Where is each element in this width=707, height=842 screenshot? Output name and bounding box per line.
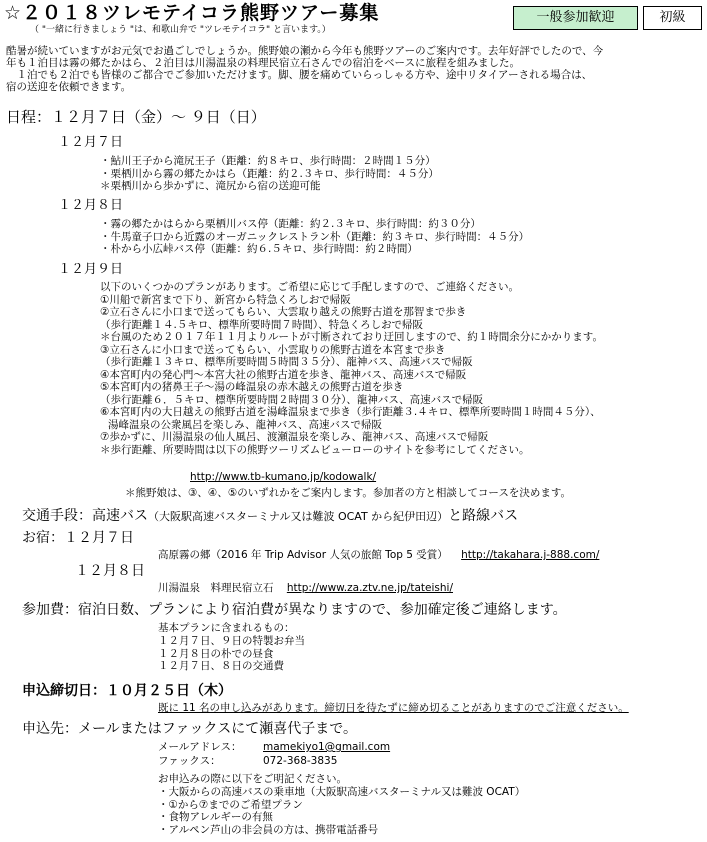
intro-line: １泊でも２泊でも皆様のご都合でご参加いただけます。脚、腰を痛めていらっしゃる方や、途中リタイアーされる場合は、 (6, 69, 593, 81)
list-item: ・大阪からの高速バスの乗車地（大阪駅高速バスターミナル又は難波 OCAT） (158, 786, 526, 798)
lodging-day2 (158, 582, 453, 595)
contact-label: 申込先：メールまたはファックスにて瀬喜代子まで。 (22, 721, 358, 737)
intro-line: 酷暑が続いていますがお元気でお過ごしでしょうか。熊野娘の瀬から今年も熊野ツアーのご案内です。去年好評でしたので、今 (6, 45, 604, 57)
deadline-label: 申込締切日：１０月２５日（木） (22, 683, 232, 699)
list-item: １２月７日、９日の特製お弁当 (158, 635, 305, 647)
lodging-day1-name: 高原霧の郷（2016 年 Trip Advisor 人気の旅館 Top 5 受賞） (158, 549, 448, 561)
intro-line: 年も１泊目は霧の郷たかはら、２泊目は川湯温泉の料理民宿立石さんでの宿泊をベースに旅程を組みました。 (6, 57, 520, 69)
email-row (158, 741, 390, 754)
takahara-link[interactable]: http://takahara.j-888.com/ (461, 549, 600, 561)
notes-heading: お申込みの際に以下をご明記ください。 (158, 773, 347, 785)
list-item: ⑦歩かずに、川湯温泉の仙人風呂、渡瀬温泉を楽しみ、龍神バス、高速バスで帰阪 (100, 431, 489, 443)
list-item: ・①から⑦までのご希望プラン (158, 798, 303, 811)
plan-heading: 基本プランに含まれるもの： (158, 622, 295, 634)
lodging-label: お宿：１２月７日 (22, 530, 134, 546)
email-label: メールアドレス： (158, 741, 242, 753)
fax-number: 072-368-3835 (263, 755, 338, 767)
transport-label: 交通手段：高速バス (22, 508, 148, 524)
list-item: ・食物アレルギーの有無 (158, 811, 273, 823)
plan-items (158, 635, 305, 673)
list-item: ・牛馬童子口から近露のオーガニックレストラン朴（距離：約３キロ、歩行時間：４５分） (100, 230, 530, 243)
kumano-tourism-link[interactable]: http://www.tb-kumano.jp/kodowalk/ (190, 471, 377, 483)
email-link[interactable]: mamekiyo1@gmail.com (263, 741, 391, 753)
fax-row (158, 755, 337, 768)
transport-line (22, 508, 518, 525)
list-item: ＊歩行距離、所要時間は以下の熊野ツーリズムビューローのサイトを参考にしてください。 (100, 443, 530, 456)
day1-date: １２月７日 (58, 135, 124, 150)
list-item: （歩行距離６．５キロ、標準所要時間２時間３０分）、龍神バス、高速バスで帰阪 (100, 393, 484, 406)
schedule-heading: 日程：１２月７日（金）～ ９日（日） (6, 108, 266, 126)
day3-date: １２月９日 (58, 262, 124, 277)
list-item: （歩行距離１３キロ、標準所要時間５時間３５分）、龍神バス、高速バスで帰阪 (100, 356, 473, 368)
list-item: ・朴から小広峠バス停（距離：約６.５キロ、歩行時間：約２時間） (100, 243, 418, 255)
list-item: 湯峰温泉の公衆風呂を楽しみ、龍神バス、高速バスで帰阪 (108, 418, 382, 431)
list-item: ＊台風のため２０１７年１１月よりルートが寸断されており迂回しますので、約１時間余分にかかります。 (100, 331, 603, 343)
transport-suffix: と路線バス (448, 508, 519, 524)
day1-list (100, 155, 439, 193)
list-item: ・鮎川王子から滝尻王子（距離：約８キロ、歩行時間：２時間１５分） (100, 155, 436, 167)
list-item: ②立石さんに小口まで送ってもらい、大雲取り越えの熊野古道を那智まで歩き (100, 306, 467, 318)
list-item: １２月７日、８日の交通費 (158, 660, 284, 672)
list-item: ⑥本宮町内の大日越えの熊野古道を湯峰温泉まで歩き（歩行距離３.４キロ、標準所要時間１時間４５分）、 (100, 406, 601, 418)
list-item: ・栗栖川から霧の郷たかはら（距離：約２.３キロ、歩行時間：４５分） (100, 167, 439, 180)
list-item: ③立石さんに小口まで送ってもらい、小雲取りの熊野古道を本宮まで歩き (100, 343, 446, 356)
day2-list (100, 218, 529, 256)
list-item: ＊栗栖川から歩かずに、滝尻から宿の送迎可能 (100, 180, 321, 192)
list-item: ④本宮町内の発心門～本宮大社の熊野古道を歩き、龍神バス、高速バスで帰阪 (100, 368, 467, 381)
general-welcome-badge: 一般参加歓迎 (513, 6, 638, 30)
transport-detail: （大阪駅高速バスターミナル又は難波 OCAT から紀伊田辺） (148, 510, 449, 523)
tateishi-link[interactable]: http://www.za.ztv.ne.jp/tateishi/ (286, 582, 453, 594)
list-item: ①川船で新宮まで下り、新宮から特急くろしおで帰阪 (100, 293, 351, 306)
list-item: 以下のいくつかのプランがあります。ご希望に応じて手配しますので、ご連絡ください。 (100, 281, 519, 293)
page-title: ☆２０１８ツレモテイコラ熊野ツアー募集 (4, 2, 380, 24)
intro-paragraph (6, 45, 696, 93)
deadline-note: 既に 11 名の申し込みがあります。締切日を待たずに締め切ることがありますのでご注意ください。 (158, 702, 629, 714)
list-item: ・アルペン芦山の非会員の方は、携帯電話番号 (158, 823, 379, 836)
day3-list (100, 281, 603, 456)
level-badge: 初級 (643, 6, 702, 30)
lodging-day2-name: 川湯温泉 料理民宿立石 (158, 582, 274, 594)
day2-date: １２月８日 (58, 198, 124, 213)
day3-note: ＊熊野娘は、③、④、⑤のいずれかをご案内します。参加者の方と相談してコースを決めます。 (125, 487, 572, 499)
title-subtitle: （ "一緒に行きましょう "は、和歌山弁で "ツレモテイコラ" と言います。） (30, 25, 331, 35)
list-item: １２月８日の朴での昼食 (158, 647, 274, 660)
list-item: ⑤本宮町内の猪鼻王子～湯の峰温泉の赤木越えの熊野古道を歩き (100, 381, 404, 393)
lodging-day2-date: １２月８日 (75, 563, 145, 579)
fax-label: ファックス： (158, 755, 221, 767)
fee-label: 参加費：宿泊日数、プランにより宿泊費が異なりますので、参加確定後ご連絡します。 (22, 602, 567, 618)
list-item: （歩行距離１４.５キロ、標準所要時間７時間）、特急くろしおで帰阪 (100, 318, 424, 331)
notes-list (158, 786, 525, 836)
list-item: ・霧の郷たかはらから栗栖川バス停（距離：約２.３キロ、歩行時間：約３０分） (100, 218, 481, 230)
lodging-day1 (158, 549, 599, 562)
intro-line: 宿の送迎を依頼できます。 (6, 81, 132, 93)
